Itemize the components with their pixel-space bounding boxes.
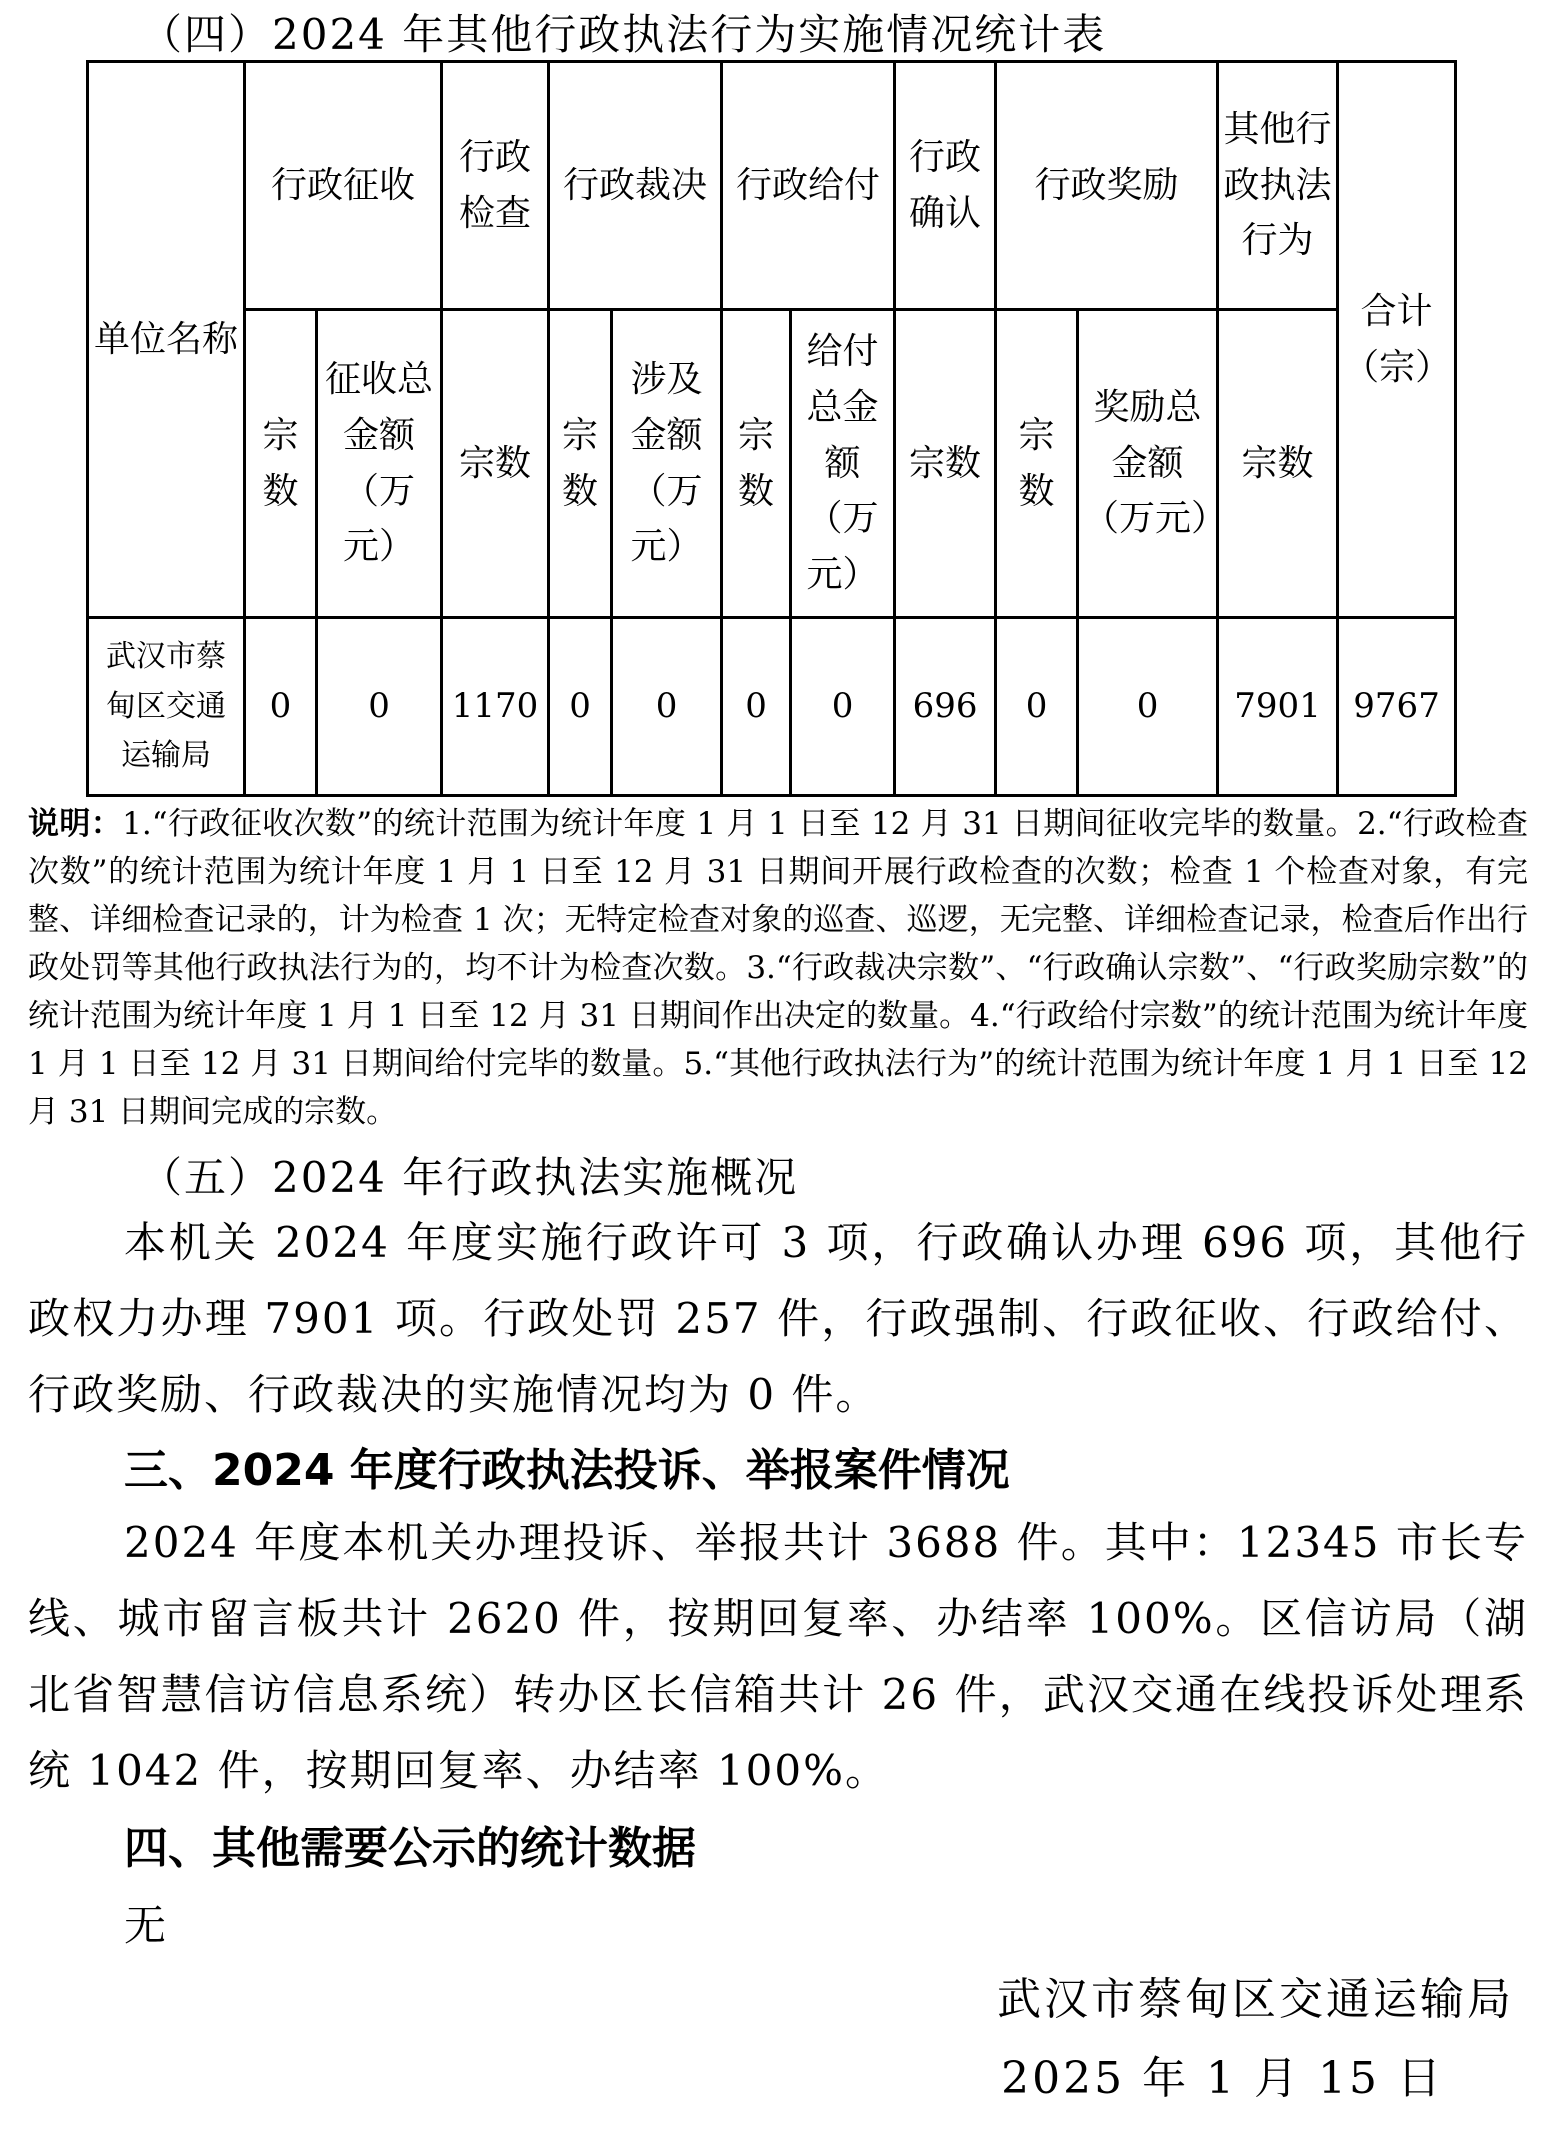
- subheader-jiangli-amount: 奖励总金额（万元）: [1078, 310, 1218, 618]
- header-zhengshou: 行政征收: [245, 62, 442, 310]
- table-notes: [28, 800, 1528, 1136]
- section-5-paragraph: 本机关 2024 年度实施行政许可 3 项，行政确认办理 696 项，其他行政权力办理 7901 项。行政处罚 257 件，行政强制、行政征收、行政给付、行政奖励、行政裁决的实施情况均为 0 件。: [28, 1218, 1528, 1419]
- cell-jiangli-amount: 0: [1078, 618, 1218, 796]
- header-caijue: 行政裁决: [549, 62, 722, 310]
- cell-total: 9767: [1338, 618, 1456, 796]
- header-qita: 其他行政执法行为: [1218, 62, 1338, 310]
- cell-jiancha-count: 1170: [442, 618, 549, 796]
- subheader-queren-count: 宗数: [895, 310, 996, 618]
- table-title: （四）2024 年其他行政执法行为实施情况统计表: [140, 10, 1107, 59]
- cell-qita-count: 7901: [1218, 618, 1338, 796]
- cell-queren-count: 696: [895, 618, 996, 796]
- part-3-heading: 三、2024 年度行政执法投诉、举报案件情况: [124, 1445, 1010, 1496]
- subheader-caijue-amount: 涉及金额（万元）: [612, 310, 722, 618]
- cell-unit-name: 武汉市蔡甸区交通运输局: [88, 618, 245, 796]
- cell-geifu-amount: 0: [791, 618, 895, 796]
- subheader-geifu-count: 宗数: [722, 310, 791, 618]
- subheader-geifu-amount: 给付总金额（万元）: [791, 310, 895, 618]
- part-4-content: 无: [124, 1901, 169, 1950]
- cell-zhengshou-amount: 0: [317, 618, 442, 796]
- cell-jiangli-count: 0: [996, 618, 1078, 796]
- header-total: 合计（宗）: [1338, 62, 1456, 618]
- cell-zhengshou-count: 0: [245, 618, 317, 796]
- table-row: [88, 618, 1456, 796]
- cell-caijue-amount: 0: [612, 618, 722, 796]
- signature-org: 武汉市蔡甸区交通运输局: [997, 1974, 1514, 2025]
- header-jiancha: 行政检查: [442, 62, 549, 310]
- statistics-table: [86, 60, 1457, 797]
- cell-geifu-count: 0: [722, 618, 791, 796]
- header-jiangli: 行政奖励: [996, 62, 1218, 310]
- header-queren: 行政确认: [895, 62, 996, 310]
- subheader-qita-count: 宗数: [1218, 310, 1338, 618]
- subheader-jiangli-count: 宗数: [996, 310, 1078, 618]
- part-3-paragraph: 2024 年度本机关办理投诉、举报共计 3688 件。其中：12345 市长专线、城市留言板共计 2620 件，按期回复率、办结率 100%。区信访局（湖北省智慧信访信息系统）转办区长信箱共计 26 件，武汉交通在线投诉处理系统 1042 件，按期回复率、办结率 100%。: [28, 1518, 1528, 1795]
- header-unit-name: 单位名称: [88, 62, 245, 618]
- signature-date: 2025 年 1 月 15 日: [1001, 2053, 1444, 2104]
- header-geifu: 行政给付: [722, 62, 895, 310]
- part-4-heading: 四、其他需要公示的统计数据: [124, 1823, 696, 1874]
- subheader-caijue-count: 宗数: [549, 310, 612, 618]
- notes-label: 说明：: [28, 806, 123, 842]
- section-5-heading: （五）2024 年行政执法实施概况: [140, 1153, 799, 1202]
- notes-text: 1.“行政征收次数”的统计范围为统计年度 1 月 1 日至 12 月 31 日期间征收完毕的数量。2.“行政检查次数”的统计范围为统计年度 1 月 1 日至 12 月 31 日期间开展行政检查的次数；检查 1 个检查对象，有完整、详细检查记录的，计为检查 1 次；无特定检查对象的巡查、巡逻，无完整、详细检查记录，检查后作出行政处罚等其他行政执法行为的，均不计为检查次数。3.“行政裁决宗数”、“行政确认宗数”、“行政奖励宗数”的统计范围为统计年度 1 月 1 日至 12 月 31 日期间作出决定的数量。4.“行政给付宗数”的统计范围为统计年度 1 月 1 日至 12 月 31 日期间给付完毕的数量。5.“其他行政执法行为”的统计范围为统计年度 1 月 1 日至 12 月 31 日期间完成的宗数。: [28, 806, 1528, 1130]
- cell-caijue-count: 0: [549, 618, 612, 796]
- subheader-jiancha-count: 宗数: [442, 310, 549, 618]
- subheader-zhengshou-amount: 征收总金额（万元）: [317, 310, 442, 618]
- subheader-zhengshou-count: 宗数: [245, 310, 317, 618]
